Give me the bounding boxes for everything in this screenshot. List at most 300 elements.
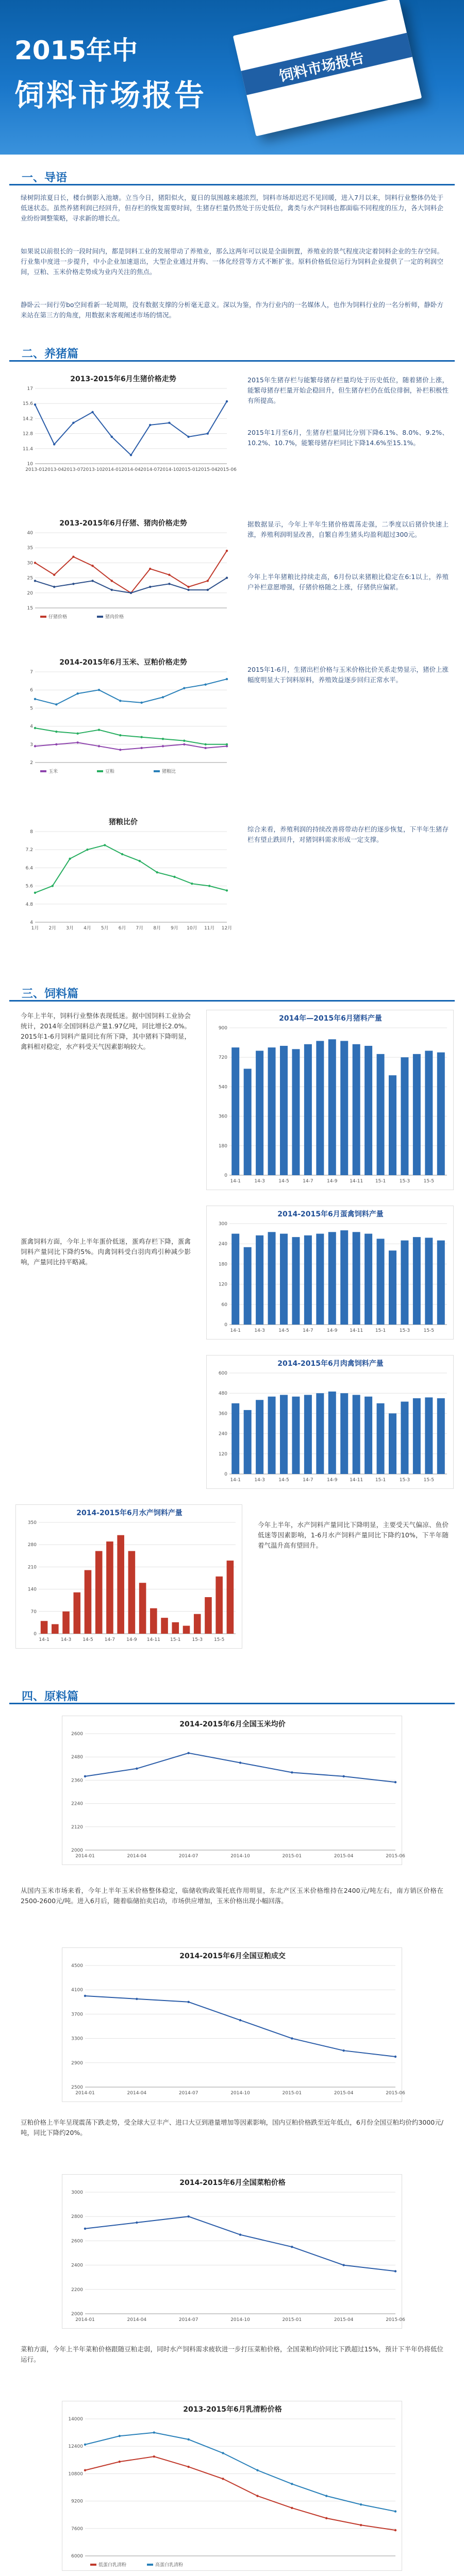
legend-label: 高蛋白乳清粉: [155, 2563, 184, 2568]
legend-swatch: [90, 2564, 96, 2566]
bar: [256, 1400, 263, 1474]
data-point: [187, 2438, 189, 2441]
material-paragraph-1: 从国内玉米市场来看，今年上半年玉米价格整体稳定，临储收购政策托底作用明显，东北产区玉米价格维持在2400元/吨左右，南方销区价格在2500-2600元/吨。进入6月后，随着临储拍卖启动，市场供应增加，玉米价格出现小幅回落。: [21, 1887, 443, 1905]
y-tick-label: 900: [218, 1026, 227, 1031]
data-point: [140, 736, 142, 738]
bar: [292, 1397, 300, 1474]
x-tick-label: 14-7: [303, 1478, 313, 1483]
y-tick-label: 15: [27, 606, 33, 611]
data-point: [34, 727, 36, 729]
x-tick-label: 15-5: [423, 1328, 435, 1333]
x-tick-label: 1月: [31, 926, 39, 931]
data-point: [140, 702, 142, 704]
data-point: [121, 853, 123, 855]
data-point: [187, 586, 189, 588]
x-tick-label: 2013-01: [25, 467, 45, 472]
bar: [377, 1054, 385, 1175]
data-point: [239, 2233, 241, 2235]
x-tick-label: 2015-01: [178, 467, 198, 472]
y-tick-label: 2360: [71, 1778, 83, 1784]
legend-label: 猪粮比: [162, 769, 176, 774]
y-tick-label: 280: [27, 1543, 37, 1548]
y-tick-label: 2240: [71, 1801, 83, 1807]
x-tick-label: 2015-01: [282, 2091, 302, 2096]
bar: [280, 1234, 288, 1325]
data-point: [149, 424, 151, 426]
y-tick-label: 20: [27, 590, 33, 596]
data-point: [291, 2507, 293, 2509]
bar: [256, 1235, 263, 1325]
data-point: [98, 745, 100, 747]
y-tick-label: 4500: [71, 1963, 83, 1969]
bar: [328, 1232, 336, 1325]
bar: [364, 1234, 372, 1325]
bar: [304, 1395, 312, 1474]
bar: [389, 1250, 396, 1325]
intro-paragraph-2: 如果说以前很长的一段时间内，都是饲料工业的发展带动了养殖业，那么这两年可以说是全面倒置，养殖业的景气程度决定着饲料企业的生存空间。行业集中度进一步提升，中小企业加速退出，大型企业通过并购、一体化经营等方式不断扩张。原料价格低位运行为饲料企业提供了一定的利润空间，豆粕、玉米价格走势成为业内关注的焦点。: [21, 247, 443, 276]
data-point: [168, 422, 170, 424]
y-tick-label: 3300: [71, 2036, 83, 2042]
bar: [328, 1039, 336, 1175]
x-tick-label: 15-3: [192, 1637, 203, 1642]
data-point: [153, 2431, 155, 2433]
feed-paragraph-1: 今年上半年，饲料行业整体表现低迷。据中国饲料工业协会统计，2014年全国饲料总产量1.97亿吨，同比增长2.0%。2015年1-6月饲料产量同比有所下降，其中猪料下降明显，禽料相对稳定，水产料受天气因素影响较大。: [21, 1012, 191, 1050]
x-tick-label: 2014-01: [75, 2091, 95, 2096]
y-tick-label: 6000: [71, 2554, 83, 2559]
data-point: [183, 687, 185, 689]
chart-title: 2013-2015年6月乳清粉价格: [183, 2405, 282, 2414]
x-tick-label: 10月: [187, 926, 197, 931]
y-tick-label: 4: [30, 920, 33, 925]
report-year: 2015年中: [14, 36, 138, 65]
data-point: [98, 689, 100, 691]
bar: [389, 1413, 396, 1474]
x-tick-label: 2013-10: [82, 467, 103, 472]
bar: [353, 1395, 360, 1474]
data-point: [187, 2215, 189, 2217]
data-point: [394, 1781, 396, 1783]
y-tick-label: 350: [27, 1520, 37, 1526]
x-tick-label: 14-1: [230, 1179, 241, 1184]
data-point: [52, 885, 54, 887]
data-point: [55, 743, 57, 745]
y-tick-label: 12400: [68, 2444, 83, 2450]
bar: [52, 1624, 59, 1634]
feed-paragraph-3: 今年上半年，水产饲料产量同比下降明显，主要受天气偏凉、鱼价低迷等因素影响，1-6月水产饲料产量同比下降约10%，下半年随着气温升高有望回升。: [258, 1521, 449, 1549]
data-point: [291, 2037, 293, 2039]
series-line: [35, 845, 227, 892]
y-tick-label: 2120: [71, 1824, 83, 1830]
y-tick-label: 70: [30, 1609, 37, 1615]
section-pig-title: 二、养猪篇: [22, 348, 79, 361]
x-tick-label: 2013-04: [44, 467, 64, 472]
data-point: [208, 885, 210, 887]
data-point: [111, 589, 113, 591]
bar: [161, 1618, 168, 1634]
data-point: [256, 2495, 258, 2497]
data-point: [162, 696, 164, 698]
data-point: [325, 2517, 327, 2519]
bar: [425, 1238, 433, 1325]
series-line: [85, 2433, 395, 2512]
series-line: [35, 742, 227, 750]
data-point: [342, 1775, 344, 1777]
bar: [328, 1392, 336, 1474]
y-tick-label: 2480: [71, 1755, 83, 1760]
material-paragraph-3: 菜粕方面，今年上半年菜粕价格跟随豆粕走弱，同时水产饲料需求疲软进一步打压菜粕价格，全国菜粕均价同比下跌超过15%，预计下半年仍将低位运行。: [21, 2345, 443, 2363]
x-tick-label: 14-11: [350, 1179, 363, 1184]
y-tick-label: 4.8: [25, 902, 33, 907]
y-tick-label: 10800: [68, 2471, 83, 2477]
y-tick-label: 180: [218, 1262, 227, 1267]
y-tick-label: 6: [30, 688, 33, 693]
bar: [227, 1561, 234, 1634]
chart-title: 2014-2015年6月肉禽饲料产量: [277, 1360, 384, 1368]
y-tick-label: 0: [224, 1323, 227, 1328]
data-point: [34, 745, 36, 747]
y-tick-label: 3: [30, 742, 33, 748]
data-point: [53, 574, 55, 576]
data-point: [130, 454, 132, 456]
bar: [292, 1049, 300, 1175]
data-point: [187, 2466, 189, 2468]
bar: [172, 1622, 179, 1634]
bar: [353, 1232, 360, 1325]
cover-title: 饲料市场报告: [277, 49, 366, 86]
chart-title: 2014-2015年6月全国豆粕成交: [179, 1952, 286, 1960]
x-tick-label: 2月: [48, 926, 57, 931]
y-tick-label: 9200: [71, 2499, 83, 2504]
section-feed-title: 三、饲料篇: [22, 988, 79, 1001]
x-tick-label: 14-3: [254, 1478, 265, 1483]
data-point: [119, 2435, 121, 2437]
series-line: [35, 551, 227, 593]
legend-swatch: [97, 770, 103, 772]
data-point: [139, 860, 141, 862]
x-tick-label: 5月: [101, 926, 109, 931]
x-tick-label: 9月: [171, 926, 178, 931]
chart-title: 2013-2015年6月仔猪、猪肉价格走势: [59, 519, 187, 528]
data-point: [119, 749, 121, 751]
data-point: [136, 1998, 138, 2000]
x-tick-label: 8月: [153, 926, 161, 931]
series-line: [85, 2216, 395, 2271]
x-tick-label: 15-3: [399, 1328, 410, 1333]
y-tick-label: 360: [218, 1114, 227, 1120]
bar: [389, 1075, 396, 1175]
pig-paragraph-1: 2015年生猪存栏与能繁母猪存栏量均处于历史低位，随着猪价上涨，能繁母猪存栏量开始企稳回升，但生猪存栏仍在低位徘徊，补栏积极性有所提高。: [247, 376, 449, 404]
section-intro-heading: [9, 166, 455, 185]
data-point: [187, 1752, 189, 1754]
data-point: [222, 2452, 224, 2454]
bar: [194, 1614, 201, 1634]
data-point: [360, 2524, 362, 2526]
bar: [425, 1397, 433, 1474]
y-tick-label: 4100: [71, 1988, 83, 1993]
data-point: [111, 580, 113, 582]
data-point: [149, 586, 151, 588]
bar: [73, 1592, 80, 1634]
data-point: [204, 743, 206, 745]
bar: [316, 1234, 324, 1325]
bar: [413, 1398, 421, 1474]
chart-pig-grain-ratio: [12, 814, 234, 938]
legend-label: 玉米: [48, 769, 58, 774]
intro-paragraph-3: 静卧云一间行劳bo空间看新一轮周期，没有数据支撑的分析毫无意义。深以为鉴，作为行业内的一名媒体人，也作为饲料行业的一名分析师，静卧方来站在第三方的角度，用数据来客观阐述市场的情况。: [21, 301, 443, 319]
data-point: [69, 858, 71, 860]
data-point: [342, 2264, 344, 2266]
data-point: [360, 2503, 362, 2505]
legend-label: 仔猪价格: [48, 615, 68, 620]
chart-title: 2014-2015年6月全国菜粕价格: [179, 2179, 286, 2187]
header-banner: [0, 0, 464, 155]
y-tick-label: 15.6: [22, 401, 33, 407]
data-point: [153, 2455, 155, 2458]
data-point: [207, 589, 209, 591]
bar: [401, 1057, 408, 1175]
bar: [244, 1247, 252, 1325]
x-tick-label: 15-5: [423, 1478, 435, 1483]
data-point: [76, 732, 78, 734]
data-point: [34, 892, 36, 894]
x-tick-label: 2014-07: [178, 2317, 198, 2323]
x-tick-label: 14-3: [60, 1637, 72, 1642]
data-point: [162, 738, 164, 740]
data-point: [226, 550, 228, 552]
series-line: [85, 1753, 395, 1783]
data-point: [162, 745, 164, 747]
x-tick-label: 14-1: [39, 1637, 49, 1642]
x-tick-label: 15-1: [375, 1179, 386, 1184]
x-tick-label: 2015-04: [334, 2317, 354, 2323]
section-pig-heading: [9, 342, 455, 362]
x-tick-label: 14-5: [82, 1637, 93, 1642]
y-tick-label: 240: [218, 1431, 227, 1437]
bar: [244, 1410, 252, 1474]
x-tick-label: 2015-04: [334, 1854, 354, 1859]
x-tick-label: 15-1: [170, 1637, 181, 1642]
y-tick-label: 35: [27, 546, 33, 551]
data-point: [72, 422, 74, 424]
series-line: [35, 728, 227, 744]
bar: [268, 1047, 276, 1175]
bar: [353, 1044, 360, 1175]
bar: [41, 1621, 48, 1634]
y-tick-label: 0: [224, 1173, 227, 1178]
bar: [316, 1393, 324, 1474]
bar: [401, 1241, 408, 1325]
chart-title: 2014-2015年6月水产饲料产量: [76, 1509, 183, 1517]
x-tick-label: 15-3: [399, 1478, 410, 1483]
y-tick-label: 300: [218, 1222, 227, 1227]
data-point: [119, 734, 121, 736]
series-line: [85, 1996, 395, 2057]
bar: [117, 1535, 124, 1634]
x-tick-label: 15-3: [399, 1179, 410, 1184]
data-point: [34, 698, 36, 700]
y-tick-label: 5.6: [25, 884, 33, 889]
bar: [340, 1393, 348, 1474]
x-tick-label: 2014-10: [159, 467, 179, 472]
pig-paragraph-4: 今年上半年猪粮比持续走高，6月份以来猪粮比稳定在6:1以上，养殖户补栏意愿增强，仔猪价格随之上涨，仔猪供应偏紧。: [247, 573, 449, 591]
data-point: [204, 683, 206, 685]
chart-title: 猪粮比价: [109, 818, 138, 826]
data-point: [84, 2469, 86, 2471]
bar: [256, 1050, 263, 1175]
y-tick-label: 17: [27, 386, 33, 392]
bar: [413, 1054, 421, 1175]
data-point: [226, 743, 228, 745]
x-tick-label: 15-1: [375, 1478, 386, 1483]
x-tick-label: 14-9: [327, 1328, 338, 1333]
x-tick-label: 2015-06: [217, 467, 237, 472]
x-tick-label: 14-11: [146, 1637, 160, 1642]
x-tick-label: 14-7: [303, 1328, 313, 1333]
y-tick-label: 2900: [71, 2060, 83, 2066]
x-tick-label: 2015-06: [386, 1854, 405, 1859]
chart-corn-price: [62, 1716, 405, 1865]
data-point: [394, 2056, 396, 2058]
report-title: 饲料市场报告: [14, 78, 207, 113]
series-line: [35, 679, 227, 704]
bar: [128, 1551, 136, 1634]
data-point: [226, 678, 228, 680]
section-material-title: 四、原料篇: [22, 1690, 79, 1703]
chart-pig-price: [12, 371, 237, 479]
data-point: [207, 432, 209, 434]
x-tick-label: 15-5: [423, 1179, 435, 1184]
pig-paragraph-5: 2015年1-6月，生猪出栏价格与玉米价格比价关系走势显示，猪价上涨幅度明显大于饲料原料，养殖效益逐步回归正常水平。: [247, 666, 449, 684]
data-point: [119, 2461, 121, 2463]
y-tick-label: 140: [27, 1587, 37, 1592]
bar: [106, 1541, 113, 1634]
x-tick-label: 2014-10: [230, 2317, 250, 2323]
x-tick-label: 2015-04: [334, 2091, 354, 2096]
data-point: [104, 844, 106, 846]
y-tick-label: 2600: [71, 1732, 83, 1737]
data-point: [136, 2222, 138, 2224]
data-point: [239, 2019, 241, 2021]
x-tick-label: 14-7: [104, 1637, 115, 1642]
y-tick-label: 210: [27, 1565, 37, 1570]
data-point: [168, 583, 170, 585]
legend-label: 豆粕: [105, 769, 115, 774]
bar: [244, 1069, 252, 1175]
data-point: [84, 2444, 86, 2446]
data-point: [34, 403, 36, 405]
x-tick-label: 2015-06: [386, 2091, 405, 2096]
x-tick-label: 14-1: [230, 1478, 241, 1483]
x-tick-label: 14-9: [327, 1179, 338, 1184]
x-tick-label: 2014-07: [178, 1854, 198, 1859]
bar: [205, 1597, 212, 1634]
data-point: [53, 443, 55, 445]
legend-swatch: [97, 616, 103, 618]
x-tick-label: 2015-01: [282, 1854, 302, 1859]
data-point: [291, 2483, 293, 2485]
legend-swatch: [147, 2564, 153, 2566]
y-tick-label: 40: [27, 531, 33, 536]
y-tick-label: 0: [224, 1472, 227, 1477]
section-intro-title: 一、导语: [22, 172, 68, 184]
data-point: [187, 2001, 189, 2003]
data-point: [34, 562, 36, 564]
chart-title: 2014-2015年6月全国玉米均价: [179, 1720, 286, 1728]
data-point: [130, 592, 132, 594]
data-point: [136, 1768, 138, 1770]
data-point: [84, 1775, 86, 1777]
chart-title: 2014年—2015年6月猪料产量: [279, 1014, 382, 1023]
x-tick-label: 2014-04: [121, 467, 141, 472]
x-tick-label: 2015-06: [386, 2317, 405, 2323]
x-tick-label: 14-5: [278, 1328, 289, 1333]
chart-piglet-pork-price: [12, 515, 234, 623]
data-point: [183, 743, 185, 745]
data-point: [84, 1995, 86, 1997]
data-point: [394, 2510, 396, 2512]
x-tick-label: 2014-10: [230, 2091, 250, 2096]
bar: [231, 1047, 239, 1175]
data-point: [325, 2495, 327, 2497]
bar: [377, 1239, 385, 1325]
data-point: [342, 2049, 344, 2052]
pig-paragraph-6: 综合来看，养殖利润的持续改善将带动存栏的逐步恢复，下半年生猪存栏有望止跌回升，对猪饲料需求形成一定支撑。: [247, 825, 449, 843]
data-point: [76, 741, 78, 743]
chart-whey-powder-price: [62, 2401, 402, 2571]
bar: [304, 1044, 312, 1175]
legend-label: 低蛋白乳清粉: [98, 2563, 127, 2568]
data-point: [256, 2469, 258, 2471]
data-point: [291, 2246, 293, 2248]
chart-pig-feed-output: [206, 1010, 454, 1190]
bar: [401, 1402, 408, 1474]
y-tick-label: 6.4: [25, 866, 33, 871]
data-point: [91, 580, 93, 582]
bar: [413, 1237, 421, 1325]
y-tick-label: 120: [218, 1282, 227, 1287]
chart-layer-feed-output: [206, 1206, 454, 1340]
y-tick-label: 720: [218, 1055, 227, 1061]
data-point: [187, 436, 189, 438]
y-tick-label: 2000: [71, 2312, 83, 2317]
bar: [437, 1398, 445, 1474]
bar: [139, 1583, 146, 1634]
x-tick-label: 14-11: [350, 1478, 363, 1483]
series-line: [85, 2456, 395, 2530]
series-line: [35, 578, 227, 593]
legend-swatch: [40, 770, 46, 772]
data-point: [91, 565, 93, 567]
data-point: [394, 2270, 396, 2272]
y-tick-label: 14.2: [22, 416, 33, 422]
y-tick-label: 2600: [71, 2239, 83, 2244]
legend-swatch: [154, 770, 160, 772]
data-point: [55, 703, 57, 705]
pig-paragraph-2: 2015年1月至6月，生猪存栏量同比分别下降6.1%、8.0%、9.2%、10.2%、10.7%，能繁母猪存栏同比下降14.6%至15.1%。: [247, 429, 449, 447]
bar: [231, 1403, 239, 1474]
x-tick-label: 2014-07: [140, 467, 160, 472]
chart-rapeseed-meal-price: [62, 2174, 405, 2329]
y-tick-label: 0: [34, 1632, 37, 1637]
y-tick-label: 2500: [71, 2085, 83, 2090]
section-feed-heading: [9, 982, 455, 1002]
x-tick-label: 3月: [66, 926, 74, 931]
data-point: [111, 436, 113, 438]
x-tick-label: 2014-04: [127, 1854, 147, 1859]
bar: [437, 1241, 445, 1325]
x-tick-label: 14-3: [254, 1328, 265, 1333]
data-point: [173, 876, 175, 878]
